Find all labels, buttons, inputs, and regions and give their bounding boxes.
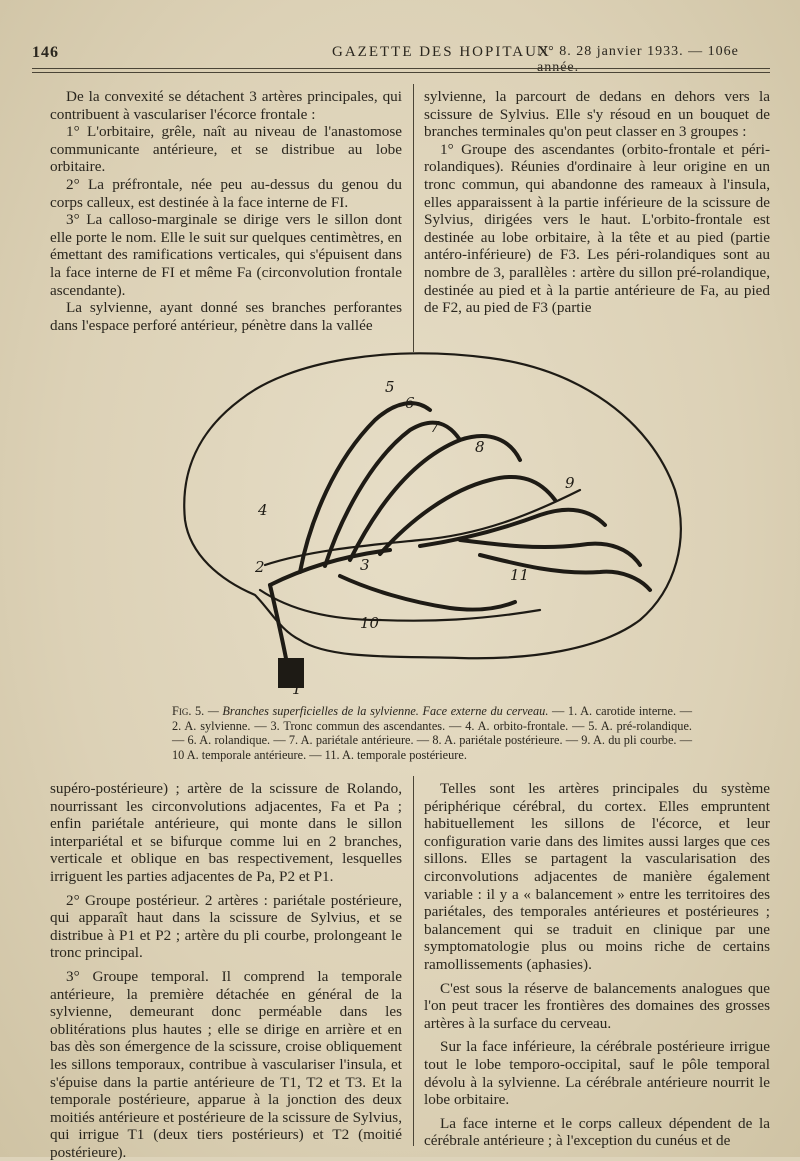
page-number: 146: [32, 44, 59, 61]
paragraph: C'est sous la réserve de balancements analogues que l'on peut tracer les frontières des domaines des grosses artères à la surface du cerveau.: [424, 979, 770, 1032]
paragraph: La sylvienne, ayant donné ses branches perforantes dans l'espace perforé antérieur, pénètre dans la vallée: [50, 299, 402, 334]
figure-number: Fig. 5.: [172, 704, 205, 718]
label-1: 1: [292, 680, 302, 698]
label-2: 2: [255, 558, 265, 576]
column-divider-bottom: [413, 776, 414, 1146]
paragraph: 1° Groupe des ascendantes (orbito-frontale et péri-rolandiques). Réunies d'ordinaire à leur origine en un tronc commun, qui abandonne des rameaux à l'insula, elles apparaissent à la partie inférieure de la scissure de Sylvius, dirigées vers le haut. L'orbito-frontale est destinée au lobe orbitaire, à la tête et au pied (partie antéro-inférieure) de F3. Les péri-rolandiques sont au nombre de 3, parallèles : artère du sillon pré-rolandique, destinée au pied et à la partie antérieure de Fa, au pied de F2, au pied de F3 (partie: [424, 140, 770, 317]
left-column-bottom: [50, 780, 402, 1161]
artery-branches: [270, 403, 650, 680]
paragraph: De la convexité se détachent 3 artères principales, qui contribuent à vasculariser l'écorce frontale :: [50, 88, 402, 123]
brain-figure: [160, 340, 690, 700]
journal-title: GAZETTE DES HOPITAUX: [332, 44, 551, 60]
paragraph: La face interne et le corps calleux dépendent de la cérébrale antérieure ; à l'exception du cunéus et de: [424, 1114, 770, 1150]
paragraph: 2° Groupe postérieur. 2 artères : pariétale postérieure, qui apparaît haut dans la scissure de Sylvius, et se distribue à P1 et P2 ; artère du pli courbe, prolongeant le tronc principal.: [50, 891, 402, 962]
paragraph: 2° La préfrontale, née peu au-dessus du genou du corps calleux, est destinée à la face interne de FI.: [50, 175, 402, 211]
label-5: 5: [385, 378, 395, 396]
column-divider: [413, 84, 414, 352]
paragraph: 3° La calloso-marginale se dirige vers le sillon dont elle porte le nom. Elle le suit sur quelques centimètres, en émettant des ramifications verticales, qui s'épuisent dans la face interne de FI et même Fa (circonvolution frontale ascendante).: [50, 211, 402, 299]
left-column-top: [50, 88, 402, 334]
issue-info: N° 8. 28 janvier 1933. — 106e année.: [537, 44, 739, 75]
right-column-bottom: [424, 780, 770, 1150]
label-4: 4: [258, 501, 268, 519]
paragraph: 3° Groupe temporal. Il comprend la temporale antérieure, la première détachée en général de la sylvienne, demeurant donc perméable dans les oblitérations plus hautes ; elle se dirige en arrière et en bas dès son émergence de la scissure, croise obliquement les sillons temporaux, contribue à vasculariser l'insula, et s'épuise dans la partie antérieure de T1, T2 et T3. Et la temporale postérieure, apparue à la jonction des deux moitiés antérieure et postérieure de la scissure de Sylvius, qui irrigue T1 (deux tiers postérieurs) et T2 (moitié postérieure).: [50, 967, 402, 1161]
label-9: 9: [565, 474, 575, 492]
paragraph: 1° L'orbitaire, grêle, naît au niveau de l'anastomose communicante antérieure, et se distribue au lobe orbitaire.: [50, 123, 402, 176]
label-3: 3: [360, 556, 370, 574]
paragraph: Sur la face inférieure, la cérébrale postérieure irrigue tout le lobe temporo-occipital, sauf le pôle temporal dévolu à la sylvienne. La cérébrale antérieure nourrit le lobe orbitaire.: [424, 1038, 770, 1109]
label-7: 7: [430, 418, 440, 436]
figure-caption: [172, 704, 692, 762]
header-rule: [32, 68, 770, 69]
paragraph: sylvienne, la parcourt de dedans en dehors vers la scissure de Sylvius. Elle s'y résoud en un bouquet de branches terminales qu'on peut classer en 3 groupes :: [424, 88, 770, 141]
header-rule-secondary: [32, 72, 770, 73]
figure-title: — Branches superficielles de la sylvienne. Face externe du cerveau.: [207, 704, 549, 718]
paragraph: supéro-postérieure) ; artère de la scissure de Rolando, nourrissant les circonvolutions adjacentes, Fa et Pa ; enfin pariétale antérieure, qui monte dans le sillon interpariétal et se bifurque comme lui en 2 branches, verticale et oblique en bas respectivement, lesquelles irriguent les parties adjacentes de Pa, P2 et P1.: [50, 780, 402, 885]
label-6: 6: [405, 394, 415, 412]
label-8: 8: [475, 438, 485, 456]
figure-legend: — 1. A. carotide interne. — 2. A. sylvienne. — 3. Tronc commun des ascendantes. — 4. A. orbito-frontale. — 5. A. pré-rolandique. — 6. A. rolandique. — 7. A. pariétale antérieure. — 8. A. pariétale postérieure. — 9. A. du pli courbe. — 10 A. temporale antérieure. — 11. A. temporale postérieure.: [172, 704, 692, 762]
running-header: [32, 40, 772, 75]
paragraph: Telles sont les artères principales du système périphérique cérébral, du cortex. Elles empruntent habituellement les sillons de l'écorce, et leur configuration varie dans des limites aussi larges que ces sillons. Elles se partagent la vascularisation des circonvolutions adjacentes de manière également variable : il y a « balancement » entre les territoires des pariétales, des temporales antérieures et postérieures ; balancement qui se traduit en clinique par une symptomatologie plus ou moins riche de certains ramollissements (aphasies).: [424, 780, 770, 973]
label-11: 11: [510, 566, 530, 584]
label-10: 10: [360, 614, 380, 632]
right-column-top: [424, 88, 770, 317]
